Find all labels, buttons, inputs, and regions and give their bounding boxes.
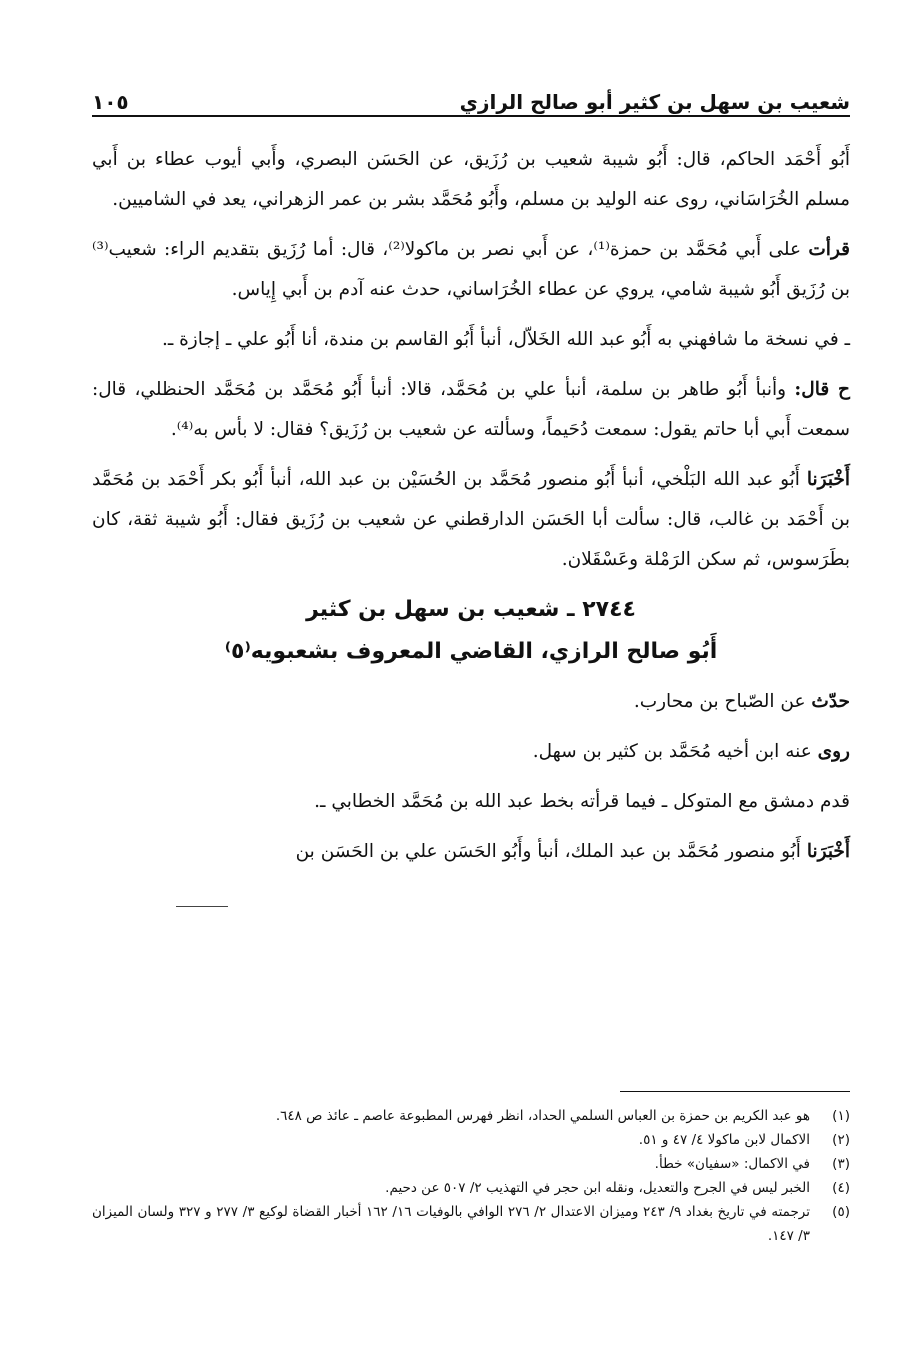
paragraph [92,320,850,360]
paragraph [92,460,850,580]
entry-title: ٢٧٤٤ ـ شعيب بن سهل بن كثير [306,597,636,622]
paragraph-text: ـ في نسخة ما شافهني به أَبُو عبد الله الخَلاّل، أنبأ أَبُو القاسم بن مندة، أنا أَبُو علي ـ إجازة ـ. [161,329,850,350]
footnote [92,1152,850,1176]
main-text [92,140,850,882]
paragraph-lead: قرأت [808,239,850,260]
paragraph-lead: أَخْبَرَنا [806,841,850,862]
paragraph-text: عنه ابن أخيه مُحَمَّد بن كثير بن سهل. [532,741,812,762]
footnote-rule [620,1091,850,1092]
footnote-text: هو عبد الكريم بن حمزة بن العباس السلمي الحداد، انظر فهرس المطبوعة عاصم ـ عائذ ص ٦٤٨. [275,1108,810,1124]
footnote-text: الاكمال لابن ماكولا ٤/ ٤٧ و ٥١. [638,1132,810,1148]
footnote [92,1200,850,1248]
paragraph-text: على أَبي مُحَمَّد بن حمزة⁽¹⁾، عن أَبي نصر بن ماكولا⁽²⁾، قال: أما رُزَيق بتقديم الراء: شعيب⁽³⁾ بن رُزَيق أَبُو شيبة شامي، يروي عن عطاء الخُرَاساني، حدث عنه آدم بن أَبي إِياس. [92,239,850,300]
paragraph-text: وأنبأ أَبُو طاهر بن سلمة، أنبأ علي بن مُحَمَّد، قالا: أنبأ أَبُو مُحَمَّد بن مُحَمَّد الحنظلي، قال: سمعت أَبي أبا حاتم يقول: سمعت دُحَيماً، وسألته عن شعيب بن رُزَيق؟ فقال: لا بأس به⁽⁴⁾. [92,379,850,440]
paragraph-text: أَبُو أَحْمَد الحاكم، قال: أَبُو شيبة شعيب بن رُزَيق، عن الحَسَن البصري، وأَبي أيوب عطاء بن أَبي مسلم الخُرَاسَاني، روى عنه الوليد بن مسلم، وأَبُو مُحَمَّد بشر بن عمر الزهراني، يعد في الشاميين. [92,149,850,210]
paragraph-lead: ح قال: [794,379,850,400]
paragraph-text: أَبُو عبد الله البَلْخي، أنبأ أَبُو منصور مُحَمَّد بن الحُسَيْن بن عبد الله، أنبأ أَبُو بكر أَحْمَد بن مُحَمَّد بن أَحْمَد بن غالب، قال: سألت أبا الحَسَن الدارقطني عن شعيب بن رُزَيق فقال: أَبُو شيبة ثقة، كان بطَرَسوس، ثم سكن الرَمْلة وعَسْقَلان. [92,469,850,570]
footnote [92,1128,850,1152]
page-number: ١٠٥ [92,90,129,114]
footnote [92,1176,850,1200]
paragraph [92,682,850,722]
paragraph-text: عن الصّباح بن محارب. [633,691,806,712]
paragraph [92,370,850,450]
footnote-number: (٥) [832,1204,850,1220]
footnote [92,1104,850,1128]
paragraph [92,832,850,872]
footnotes [92,1104,850,1248]
paragraph-lead: أَخْبَرَنا [806,469,850,490]
footnote-text: الخبر ليس في الجرح والتعديل، ونقله ابن حجر في التهذيب ٢/ ٥٠٧ عن دحيم. [385,1180,810,1196]
paragraph [92,732,850,772]
paragraph [92,782,850,822]
short-dash-rule [176,906,228,907]
footnote-number: (٣) [832,1156,850,1172]
paragraph [92,230,850,310]
header-rule [92,115,850,117]
paragraph-lead: روى [817,741,850,762]
footnote-text: في الاكمال: «سفيان» خطأ. [654,1156,810,1172]
paragraph-lead: حدّث [811,691,850,712]
entry-subtitle: أَبُو صالح الرازي، القاضي المعروف بشعبويه⁽٥⁾ [224,639,718,664]
footnote-number: (٤) [832,1180,850,1196]
paragraph-text: قدم دمشق مع المتوكل ـ فيما قرأته بخط عبد الله بن مُحَمَّد الخطابي ـ. [314,791,850,812]
footnote-text: ترجمته في تاريخ بغداد ٩/ ٢٤٣ وميزان الاعتدال ٢/ ٢٧٦ الوافي بالوفيات ١٦/ ١٦٢ أخبار القضاة لوكيع ٣/ ٢٧٧ و ٣٢٧ ولسان الميزان ٣/ ١٤٧. [92,1204,810,1244]
paragraph [92,140,850,220]
running-header [92,78,850,114]
paragraph-text: أَبُو منصور مُحَمَّد بن عبد الملك، أنبأ وأَبُو الحَسَن علي بن الحَسَن بن [295,841,801,862]
header-title: شعيب بن سهل بن كثير أبو صالح الرازي [459,90,850,114]
footnote-number: (١) [832,1108,850,1124]
footnote-number: (٢) [832,1132,850,1148]
